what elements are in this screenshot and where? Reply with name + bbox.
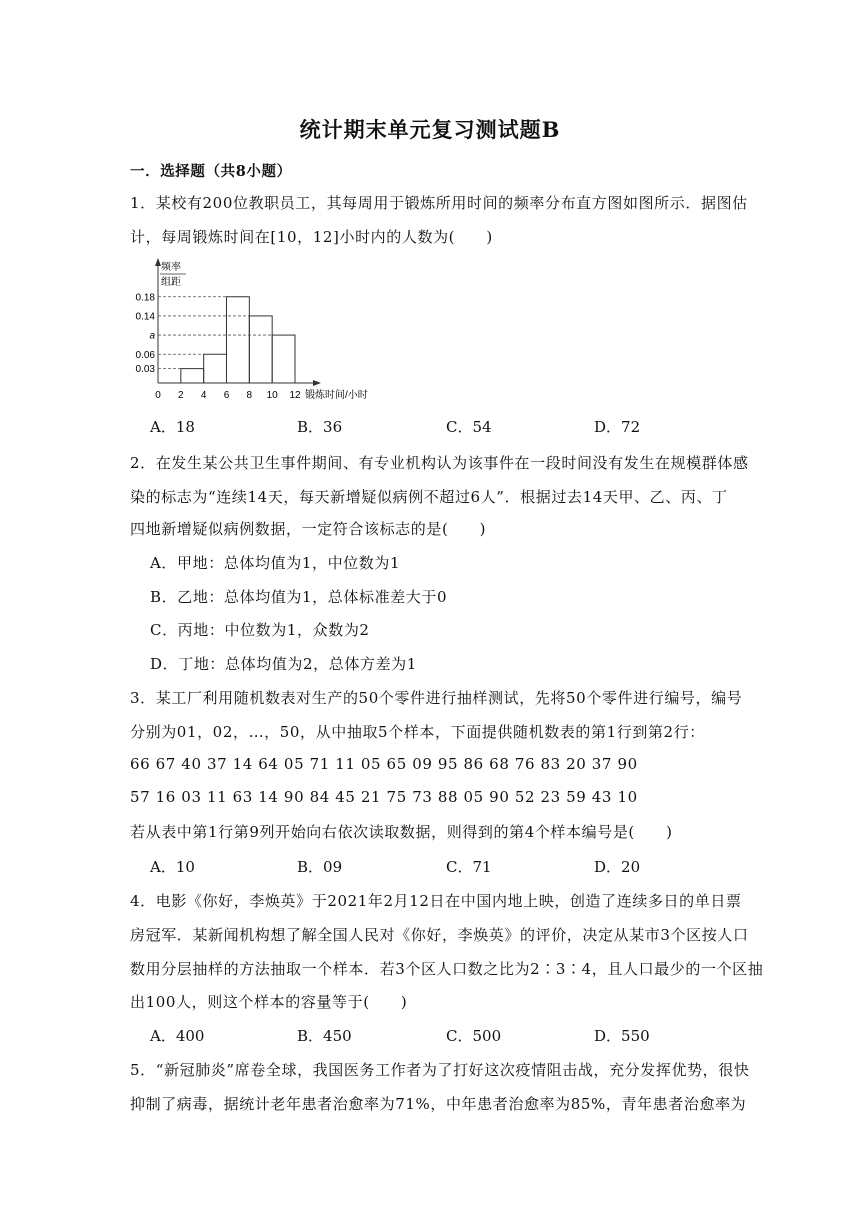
y-tick-label: 0.06 <box>135 349 155 361</box>
x-axis-arrow <box>313 380 321 386</box>
q4-option-c: C．500 <box>446 1027 502 1045</box>
q1-option-c: C．54 <box>446 418 492 436</box>
random-table-row2: 57 16 03 11 63 14 90 84 45 21 75 73 88 05 90 52 23 59 43 10 <box>130 788 638 806</box>
q4-option-b: B．450 <box>297 1027 352 1045</box>
q2-line3: 四地新增疑似病例数据，一定符合该标志的是( ) <box>130 520 487 538</box>
q4-line1: 4．电影《你好，李焕英》于2021年2月12日在中国内地上映，创造了连续多日的单日票 <box>130 892 742 910</box>
document-title: 统计期末单元复习测试题B <box>299 117 561 142</box>
q1-line1: 1．某校有200位教职员工，其每周用于锻炼所用时间的频率分布直方图如图所示．据图估 <box>130 194 748 212</box>
histogram-bar <box>227 297 250 383</box>
q4-option-a: A．400 <box>150 1027 205 1045</box>
q2-option-b: B．乙地：总体均值为1，总体标准差大于0 <box>150 588 448 606</box>
q2-option-c: C．丙地：中位数为1，众数为2 <box>150 621 370 639</box>
q2-line2: 染的标志为“连续14天，每天新增疑似病例不超过6人”．根据过去14天甲、乙、丙、丁 <box>130 488 728 506</box>
section-heading: 一．选择题（共8小题） <box>130 163 292 180</box>
histogram-bar <box>249 316 272 383</box>
q3-line3: 若从表中第1行第9列开始向右依次读取数据，则得到的第4个样本编号是( ) <box>130 823 673 841</box>
q4-line2: 房冠军．某新闻机构想了解全国人民对《你好，李焕英》的评价，决定从某市3个区按人口 <box>130 926 749 944</box>
q3-option-d: D．20 <box>594 858 641 876</box>
q3-option-c: C．71 <box>446 858 492 876</box>
q4-option-d: D．550 <box>594 1027 650 1045</box>
y-tick-label: 0.03 <box>135 364 155 376</box>
y-tick-label: 0.18 <box>135 292 155 304</box>
q1-line2: 计，每周锻炼时间在[10，12]小时内的人数为( ) <box>130 228 493 246</box>
x-tick-label: 4 <box>200 390 207 401</box>
histogram-chart <box>128 256 378 404</box>
q1-option-b: B．36 <box>297 418 343 436</box>
q1-option-a: A．18 <box>150 418 195 436</box>
q3-option-b: B．09 <box>297 858 343 876</box>
histogram-bar <box>272 335 295 383</box>
random-table-row1: 66 67 40 37 14 64 05 71 11 05 65 09 95 86 68 76 83 20 37 90 <box>130 755 638 773</box>
q3-line2: 分别为01，02，…，50，从中抽取5个样本，下面提供随机数表的第1行到第2行： <box>130 723 705 741</box>
q2-line1: 2．在发生某公共卫生事件期间、有专业机构认为该事件在一段时间没有发生在规模群体感 <box>130 454 749 472</box>
q3-option-a: A．10 <box>150 858 195 876</box>
q5-line1: 5．“新冠肺炎”席卷全球，我国医务工作者为了打好这次疫情阻击战，充分发挥优势，很快 <box>130 1061 750 1079</box>
x-tick-label: 8 <box>246 390 253 401</box>
y-tick-label: 0.14 <box>135 311 155 323</box>
q4-line4: 出100人，则这个样本的容量等于( ) <box>130 993 408 1011</box>
q2-option-a: A．甲地：总体均值为1，中位数为1 <box>150 554 401 572</box>
x-axis-label: 锻炼时间/小时 <box>305 390 368 401</box>
histogram-bar <box>181 369 204 383</box>
x-tick-label: 12 <box>289 390 301 401</box>
q4-line3: 数用分层抽样的方法抽取一个样本．若3个区人口数之比为2∶3∶4，且人口最少的一个区抽 <box>130 960 764 978</box>
x-tick-label: 0 <box>155 390 161 401</box>
q2-option-d: D．丁地：总体均值为2，总体方差为1 <box>150 655 417 673</box>
y-axis-label-bottom: 组距 <box>161 277 181 288</box>
x-tick-label: 10 <box>266 390 278 401</box>
y-tick-label: a <box>149 330 155 342</box>
x-tick-label: 2 <box>178 390 184 401</box>
q3-line1: 3．某工厂利用随机数表对生产的50个零件进行抽样测试，先将50个零件进行编号，编号 <box>130 689 743 707</box>
q1-option-d: D．72 <box>594 418 641 436</box>
histogram-bar <box>204 354 227 383</box>
q5-line2: 抑制了病毒，据统计老年患者治愈率为71%，中年患者治愈率为85%，青年患者治愈率为 <box>130 1095 747 1113</box>
y-axis-label-top: 频率 <box>161 262 181 273</box>
x-tick-label: 6 <box>223 390 230 401</box>
